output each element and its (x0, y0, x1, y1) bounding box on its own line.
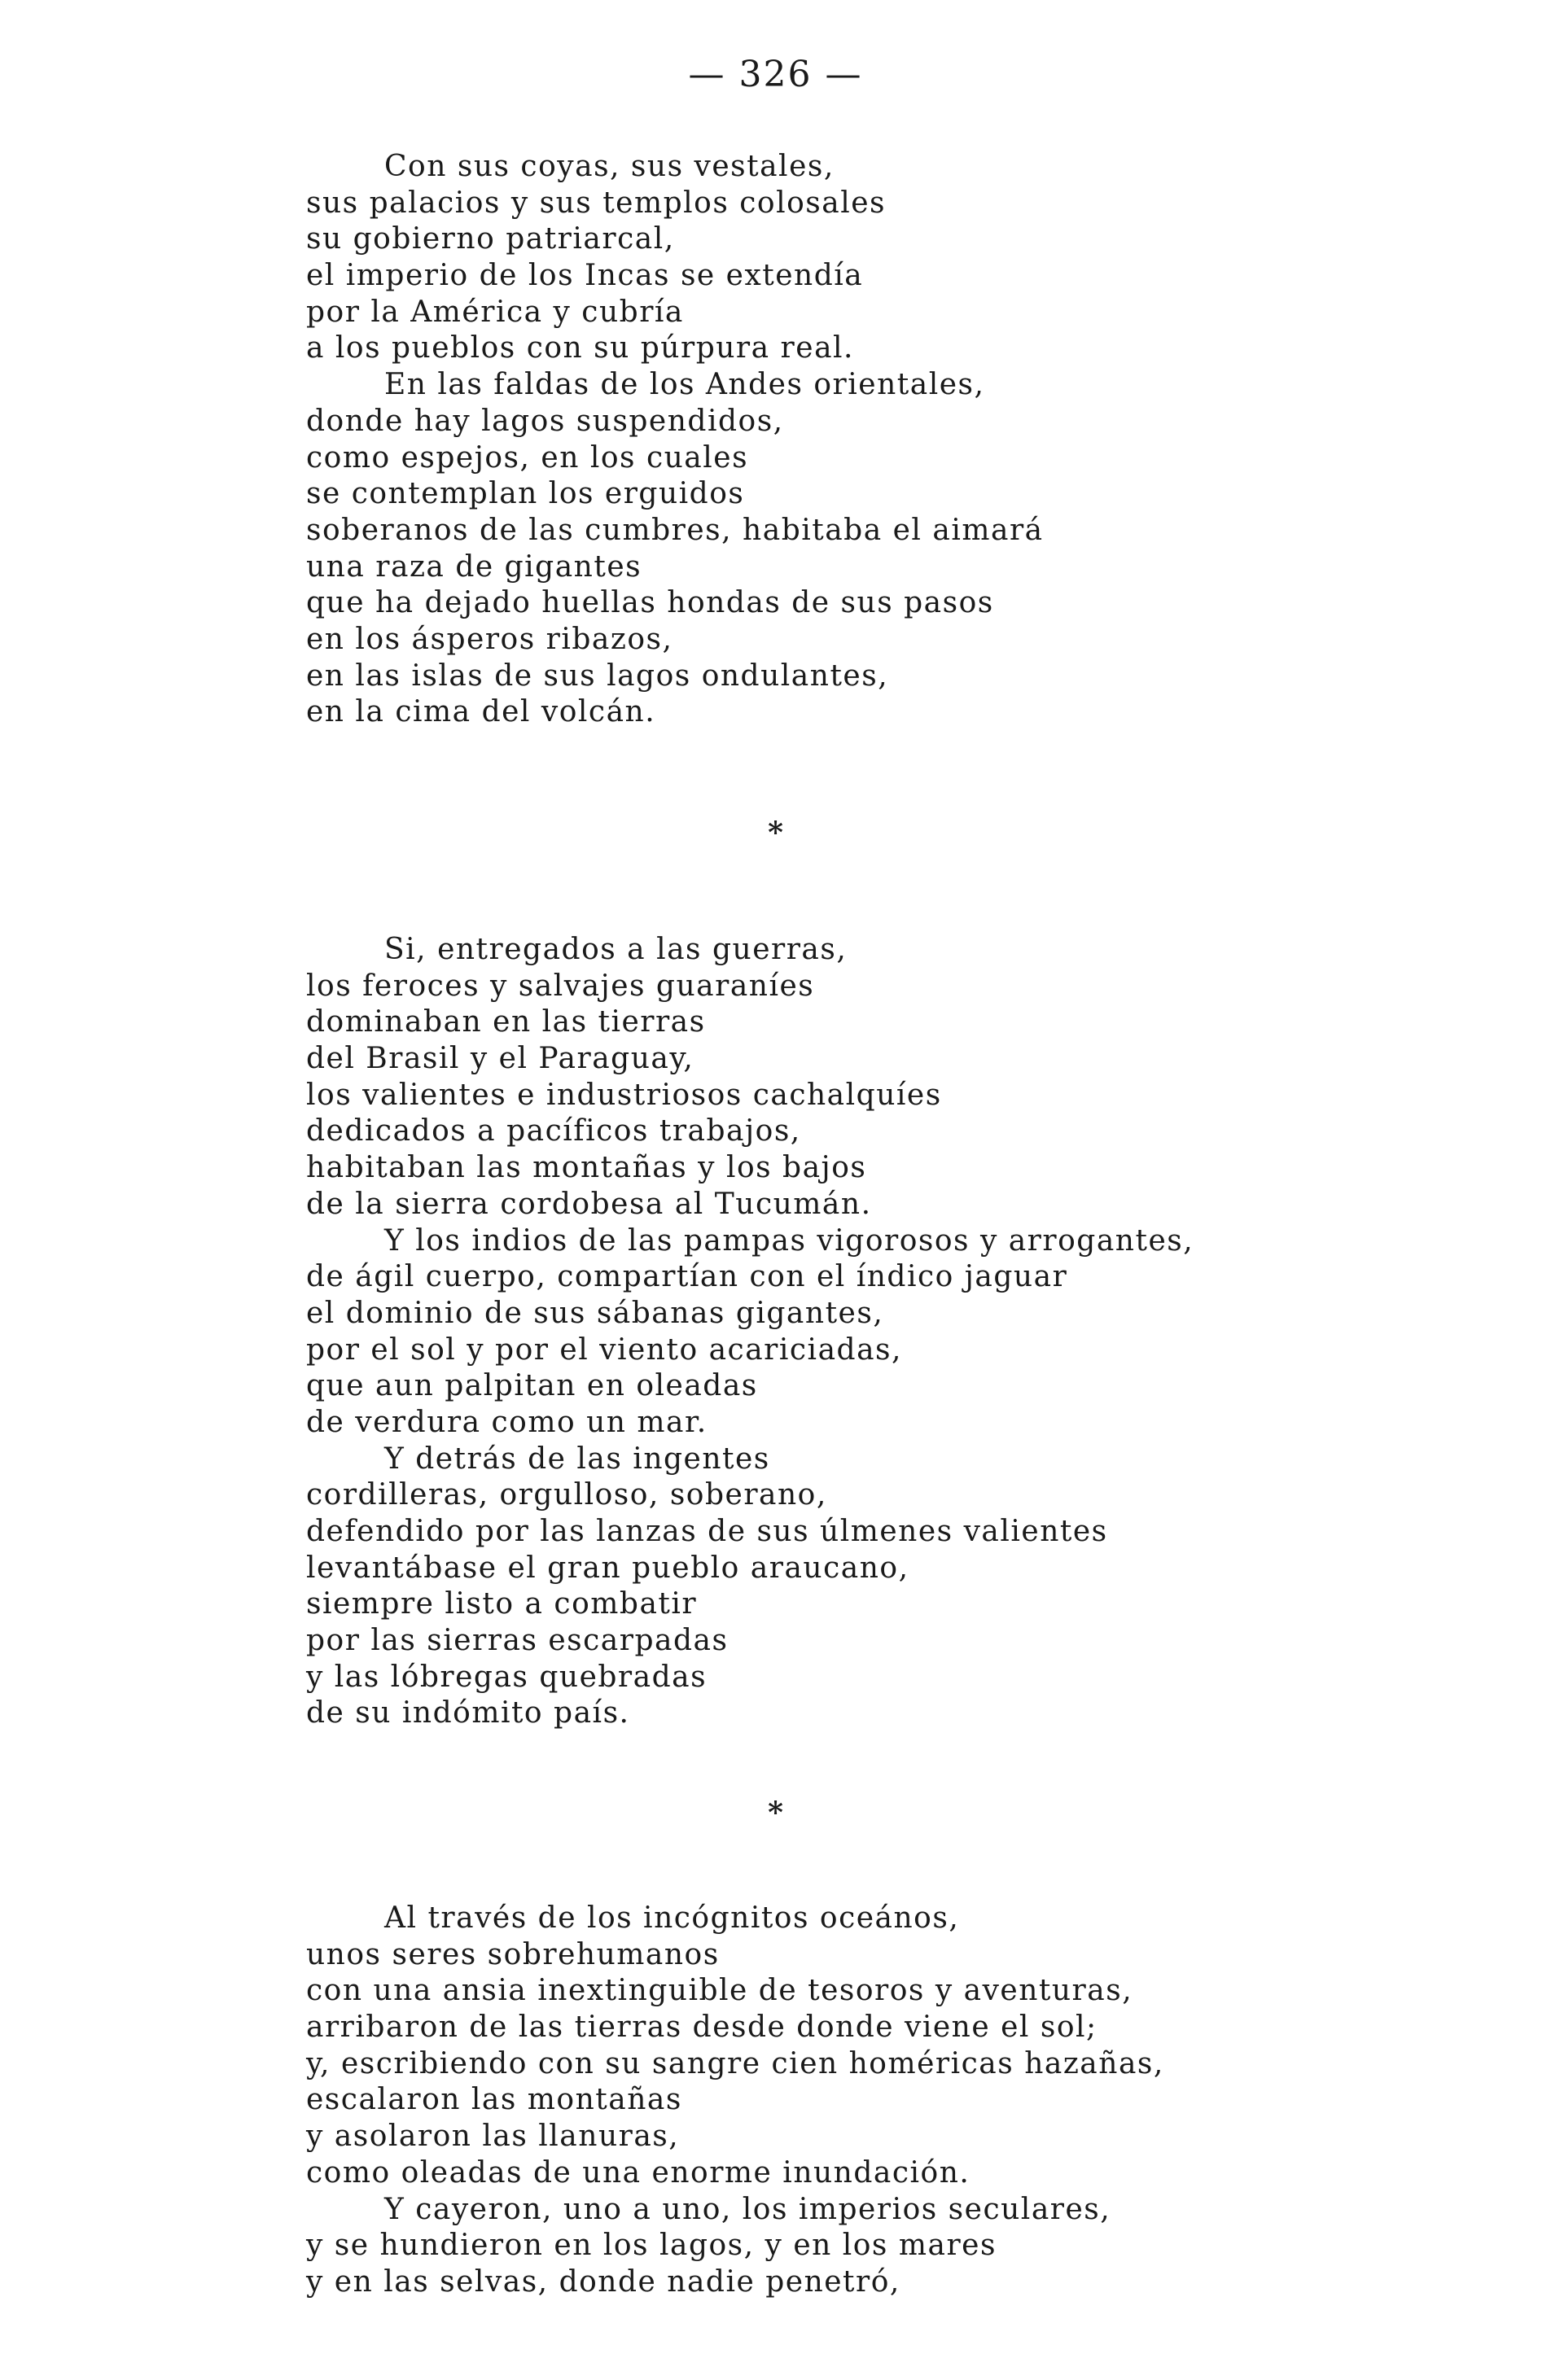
poem-line: habitaban las montañas y los bajos (306, 1151, 867, 1185)
poem-line: que ha dejado huellas hondas de sus pasos (306, 586, 994, 620)
poem-line: de la sierra cordobesa al Tucumán. (306, 1187, 872, 1221)
poem-line: arribaron de las tierras desde donde viene el sol; (306, 2010, 1098, 2045)
poem-line: En las faldas de los Andes orientales, (384, 368, 985, 402)
poem-line: con una ansia inextinguible de tesoros y aventuras, (306, 1974, 1133, 2008)
poem-line: el imperio de los Incas se extendía (306, 259, 864, 293)
poem-line: como espejos, en los cuales (306, 440, 749, 475)
poem-line: escalaron las montañas (306, 2083, 682, 2117)
stanza-3 (306, 1901, 1527, 2301)
section-separator-2: * (768, 1796, 783, 1830)
poem-line: su gobierno patriarcal, (306, 222, 675, 256)
poem-line: dedicados a pacíficos trabajos, (306, 1114, 801, 1148)
stanza-1 (306, 149, 1527, 731)
poem-line: y las lóbregas quebradas (306, 1660, 708, 1694)
poem-line: soberanos de las cumbres, habitaba el aimará (306, 513, 1044, 547)
poem-line: Si, entregados a las guerras, (384, 933, 848, 966)
poem-line: por el sol y por el viento acariciadas, (306, 1332, 902, 1367)
poem-line: Y detrás de las ingentes (384, 1442, 770, 1476)
page-number: — 326 — (688, 54, 863, 95)
poem-line: de ágil cuerpo, compartían con el índico jaguar (306, 1260, 1068, 1294)
poem-line: en la cima del volcán. (306, 695, 656, 729)
poem-line: dominaban en las tierras (306, 1005, 706, 1039)
poem-line: los feroces y salvajes guaraníes (306, 969, 815, 1003)
poem-line: y asolaron las llanuras, (306, 2120, 680, 2154)
poem-line: los valientes e industriosos cachalquíes (306, 1078, 942, 1112)
poem-line: como oleadas de una enorme inundación. (306, 2155, 970, 2190)
poem-line: en las islas de sus lagos ondulantes, (306, 658, 889, 693)
poem-line: una raza de gigantes (306, 549, 642, 584)
poem-line: del Brasil y el Paraguay, (306, 1042, 694, 1076)
poem-line: unos seres sobrehumanos (306, 1937, 720, 1971)
poem-line: defendido por las lanzas de sus úlmenes valientes (306, 1515, 1108, 1548)
poem-line: donde hay lagos suspendidos, (306, 404, 784, 438)
poem-line: el dominio de sus sábanas gigantes, (306, 1296, 884, 1330)
section-separator-1: * (768, 816, 783, 850)
poem-line: Al través de los incógnitos oceános, (384, 1901, 960, 1935)
stanza-2 (306, 932, 1527, 1732)
poem-line: cordilleras, orgulloso, soberano, (306, 1478, 827, 1512)
poem-line: en los ásperos ribazos, (306, 622, 673, 656)
poem-line: por las sierras escarpadas (306, 1624, 729, 1658)
poem-line: y se hundieron en los lagos, y en los mares (306, 2229, 997, 2263)
poem-line: Y los indios de las pampas vigorosos y arrogantes, (384, 1223, 1194, 1258)
poem-line: se contemplan los erguidos (306, 477, 745, 511)
poem-line: levantábase el gran pueblo araucano, (306, 1551, 909, 1585)
poem-line: de verdura como un mar. (306, 1405, 708, 1439)
poem-line: Con sus coyas, sus vestales, (384, 150, 835, 183)
poem-line: sus palacios y sus templos colosales (306, 186, 887, 220)
poem-line: y en las selvas, donde nadie penetró, (306, 2264, 900, 2299)
poem-line: por la América y cubría (306, 295, 684, 329)
poem-line: de su indómito país. (306, 1696, 630, 1730)
poem-line: y, escribiendo con su sangre cien homéricas hazañas, (306, 2046, 1164, 2080)
poem-line: Y cayeron, uno a uno, los imperios seculares, (384, 2192, 1111, 2226)
poem-line: que aun palpitan en oleadas (306, 1369, 758, 1403)
poem-line: siempre listo a combatir (306, 1587, 698, 1621)
poem-line: a los pueblos con su púrpura real. (306, 331, 854, 365)
